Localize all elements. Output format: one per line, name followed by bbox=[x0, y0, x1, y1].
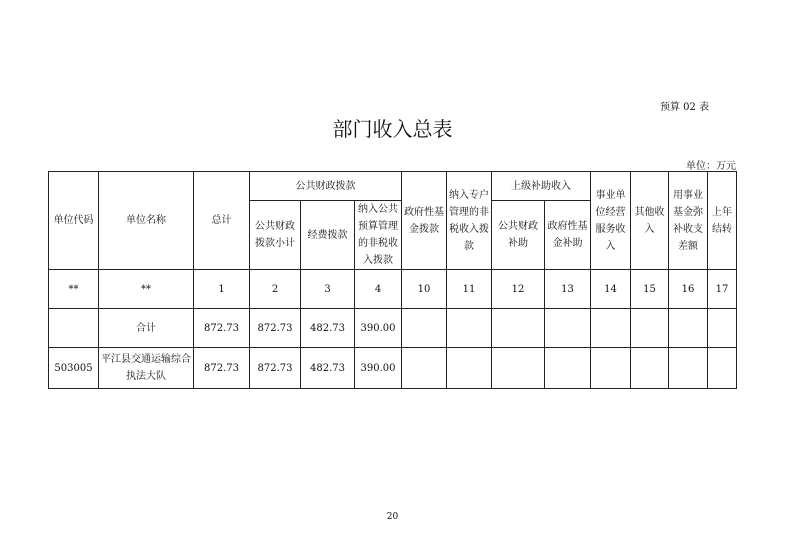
empty-cell bbox=[492, 309, 545, 348]
index-cell: 3 bbox=[301, 270, 355, 309]
row-subtotal: 872.73 bbox=[250, 348, 301, 389]
index-cell: 13 bbox=[545, 270, 591, 309]
row-non-tax: 390.00 bbox=[355, 348, 402, 389]
empty-cell bbox=[402, 348, 447, 389]
income-table bbox=[48, 171, 737, 389]
index-cell: 10 bbox=[402, 270, 447, 309]
empty-cell bbox=[545, 309, 591, 348]
header-funding: 经费拨款 bbox=[301, 201, 355, 270]
index-cell: 14 bbox=[591, 270, 631, 309]
header-special-non-tax: 纳入专户管理的非税收入拨款 bbox=[447, 172, 492, 270]
header-business-fund: 用事业基金弥补收支差额 bbox=[669, 172, 708, 270]
index-cell: 2 bbox=[250, 270, 301, 309]
empty-cell bbox=[492, 348, 545, 389]
index-row bbox=[49, 270, 737, 309]
row-name: 平江县交通运输综合执法大队 bbox=[99, 348, 194, 389]
form-number: 预算 02 表 bbox=[660, 102, 710, 113]
empty-cell bbox=[631, 309, 669, 348]
header-gov-fund: 政府性基金拨款 bbox=[402, 172, 447, 270]
empty-cell bbox=[447, 348, 492, 389]
empty-cell bbox=[669, 348, 708, 389]
page-number: 20 bbox=[386, 512, 399, 522]
header-public-fiscal-subsidy: 公共财政补助 bbox=[492, 201, 545, 270]
row-code: 503005 bbox=[49, 348, 99, 389]
unit-label: 单位：万元 bbox=[686, 161, 736, 172]
header-gov-fund-subsidy: 政府性基金补助 bbox=[545, 201, 591, 270]
row-funding: 482.73 bbox=[301, 309, 355, 348]
row-name: 合计 bbox=[99, 309, 194, 348]
table-row-total bbox=[49, 309, 737, 348]
index-cell: ** bbox=[49, 270, 99, 309]
index-cell: 15 bbox=[631, 270, 669, 309]
header-unit-name: 单位名称 bbox=[99, 172, 194, 270]
row-funding: 482.73 bbox=[301, 348, 355, 389]
index-cell: 16 bbox=[669, 270, 708, 309]
page-title: 部门收入总表 bbox=[332, 117, 453, 141]
index-cell: 12 bbox=[492, 270, 545, 309]
header-superior-subsidy: 上级补助收入 bbox=[492, 172, 591, 201]
row-total: 872.73 bbox=[194, 348, 250, 389]
empty-cell bbox=[447, 309, 492, 348]
header-total: 总计 bbox=[194, 172, 250, 270]
empty-cell bbox=[631, 348, 669, 389]
empty-cell bbox=[545, 348, 591, 389]
index-cell: 17 bbox=[708, 270, 737, 309]
header-public-fiscal-subtotal: 公共财政拨款小计 bbox=[250, 201, 301, 270]
index-cell: 4 bbox=[355, 270, 402, 309]
row-non-tax: 390.00 bbox=[355, 309, 402, 348]
empty-cell bbox=[591, 348, 631, 389]
header-business-income: 事业单位经营服务收入 bbox=[591, 172, 631, 270]
empty-cell bbox=[402, 309, 447, 348]
row-subtotal: 872.73 bbox=[250, 309, 301, 348]
header-non-tax-public: 纳入公共预算管理的非税收入拨款 bbox=[355, 201, 402, 270]
header-other-income: 其他收入 bbox=[631, 172, 669, 270]
index-cell: 1 bbox=[194, 270, 250, 309]
empty-cell bbox=[708, 309, 737, 348]
index-cell: 11 bbox=[447, 270, 492, 309]
empty-cell bbox=[669, 309, 708, 348]
empty-cell bbox=[591, 309, 631, 348]
header-unit-code: 单位代码 bbox=[49, 172, 99, 270]
row-total: 872.73 bbox=[194, 309, 250, 348]
index-cell: ** bbox=[99, 270, 194, 309]
empty-cell bbox=[708, 348, 737, 389]
header-public-fiscal: 公共财政拨款 bbox=[250, 172, 402, 201]
header-last-year: 上年结转 bbox=[708, 172, 737, 270]
table-row bbox=[49, 348, 737, 389]
row-code bbox=[49, 309, 99, 348]
